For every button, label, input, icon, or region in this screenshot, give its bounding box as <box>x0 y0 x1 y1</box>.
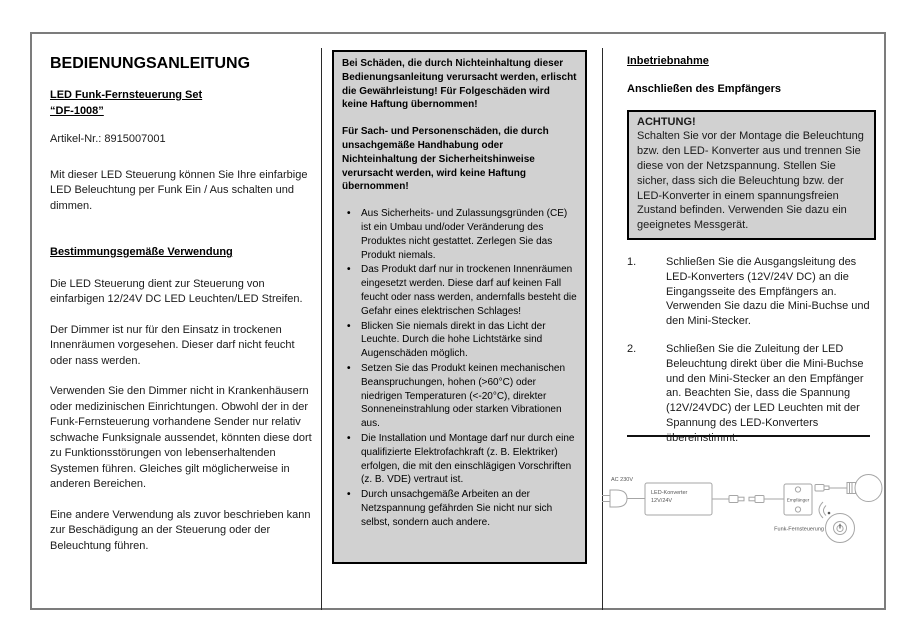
step-number: 1. <box>627 255 637 268</box>
list-item: • Die Installation und Montage darf nur durch eine qualifizierte Elektrofachkraft (z. B. Elektriker) erfolgen, die mit den einschlägigen Vorschriften (z. B. VDE) vertraut ist. <box>342 432 577 487</box>
warning-paragraph-1: Bei Schäden, die durch Nichteinhaltung dieser Bedienungsanleitung verursacht werden, erlischt die Gewährleistung! Für Folgeschäden wird keine Haftung übernommen! <box>342 58 577 111</box>
subtitle-line-1: LED Funk-Fernsteuerung Set <box>50 89 203 101</box>
step-1 <box>627 255 876 329</box>
remote-label: Funk-Fernsteuerung <box>774 526 824 533</box>
column-1 <box>50 54 314 569</box>
led-converter-box <box>645 483 729 515</box>
step-text: Schließen Sie die Zuleitung der LED Beleuchtung direkt über die Mini-Buchse und den Mini-Stecker an den Empfänger an. Beachten Sie, dass die Spannung (12V/24VDC) der LED Leuchten mit der Spannung des LED-Konverters übereinstimmt. <box>666 342 864 444</box>
column-divider-1 <box>321 48 322 610</box>
paragraph: Die LED Steuerung dient zur Steuerung von einfarbigen 12/24V DC LED Leuchten/LED Streifen. <box>50 277 303 305</box>
output-connector-icon <box>815 485 848 492</box>
intro-paragraph: Mit dieser LED Steuerung können Sie Ihre einfarbige LED Beleuchtung per Funk Ein / Aus schalten und dimmen. <box>50 168 308 212</box>
step-text: Schließen Sie die Ausgangsleitung des LED-Konverters (12V/24V DC) an die Eingangsseite des Empfängers an. Verwenden Sie dazu die Mini-Buchse und den Mini-Stecker. <box>666 255 870 328</box>
safety-warning-box <box>332 50 587 564</box>
section-heading-inbetriebnahme: Inbetriebnahme <box>627 55 709 67</box>
light-bulb-icon <box>847 475 882 502</box>
paragraph: Eine andere Verwendung als zuvor beschrieben kann zur Beschädigung an der Steuerung oder der Beleuchtung führen. <box>50 508 311 552</box>
ac-plug-icon <box>602 477 645 507</box>
section-heading-verwendung: Bestimmungsgemäße Verwendung <box>50 246 233 258</box>
horizontal-divider <box>627 435 870 437</box>
receiver-box <box>784 484 812 515</box>
attention-body: Schalten Sie vor der Montage die Beleuchtung bzw. den LED- Konverter aus und trennen Sie diese von der Netzspannung. Stellen Sie sicher, dass sich die Beleuchtung bzw. der LED-Konverter in einem spannungsfreien Zustand befinden. Verwenden Sie dazu ein geeignetes Messgerät. <box>637 130 864 232</box>
list-item: • Das Produkt darf nur in trockenen Innenräumen eingesetzt werden. Diese darf auf keinen Fall feucht oder nass werden, andernfalls besteht die Gefahr eines elektrischen Schlages! <box>342 263 577 318</box>
product-subtitle <box>50 88 314 119</box>
converter-label: LED-Konverter <box>651 490 688 496</box>
list-item: • Aus Sicherheits- und Zulassungsgründen (CE) ist ein Umbau und/oder Veränderung des Produktes nicht gestattet. Zerlegen Sie das Produkt niemals. <box>342 207 577 262</box>
list-item: • Setzen Sie das Produkt keinen mechanischen Beanspruchungen, hohen (>60°C) oder niedrigen Temperaturen (<-20°C), direkter Sonneneinstrahlung oder starken Vibrationen aus. <box>342 362 577 431</box>
subtitle-line-2: “DF-1008” <box>50 104 104 117</box>
page-title: BEDIENUNGSANLEITUNG <box>50 55 251 72</box>
receiver-label: Empfänger <box>786 497 810 503</box>
converter-voltage-label: 12V/24V <box>651 498 673 504</box>
wiring-diagram <box>597 444 897 594</box>
subsection-heading-anschliessen: Anschließen des Empfängers <box>627 82 782 95</box>
step-number: 2. <box>627 342 637 355</box>
radio-waves-icon <box>819 502 830 518</box>
attention-box <box>627 110 876 240</box>
warning-paragraph-2: Für Sach- und Personenschäden, die durch unsachgemäße Handhabung oder Nichteinhaltung der Sicherheitshinweise verursacht werden, wird keine Haftung übernommen! <box>342 126 549 193</box>
paragraph: Der Dimmer ist nur für den Einsatz in trockenen Innenräumen vorgesehen. Dieser darf nicht feucht oder nass werden. <box>50 323 295 367</box>
article-number: Artikel-Nr.: 8915007001 <box>50 133 166 145</box>
paragraph: Verwenden Sie den Dimmer nicht in Krankenhäusern oder medizinischen Einrichtungen. Obwohl der in der Funk-Fernsteuerung vorhandene Sender nur relativ schwache Funksignale aussendet, könnten diese dort zu Funktionsstörungen von lebenserhaltenden Systemen führen. Gleiches gilt möglicherweise in anderen Bereichen. <box>50 385 312 490</box>
step-2 <box>627 342 876 446</box>
mini-connector-icons <box>729 496 784 503</box>
attention-title: ACHTUNG! <box>637 115 696 128</box>
column-3 <box>627 54 876 459</box>
remote-control-icon <box>774 514 854 543</box>
list-item: • Durch unsachgemäße Arbeiten an der Netzspannung gefährden Sie nicht nur sich selbst, sondern auch andere. <box>342 488 577 529</box>
list-item: • Blicken Sie niemals direkt in das Licht der Leuchte. Durch die hohe Lichtstärke sind Augenschäden möglich. <box>342 320 577 361</box>
ac-voltage-label: AC 230V <box>611 477 634 483</box>
safety-bullet-list <box>342 207 577 529</box>
manual-page <box>30 32 886 610</box>
